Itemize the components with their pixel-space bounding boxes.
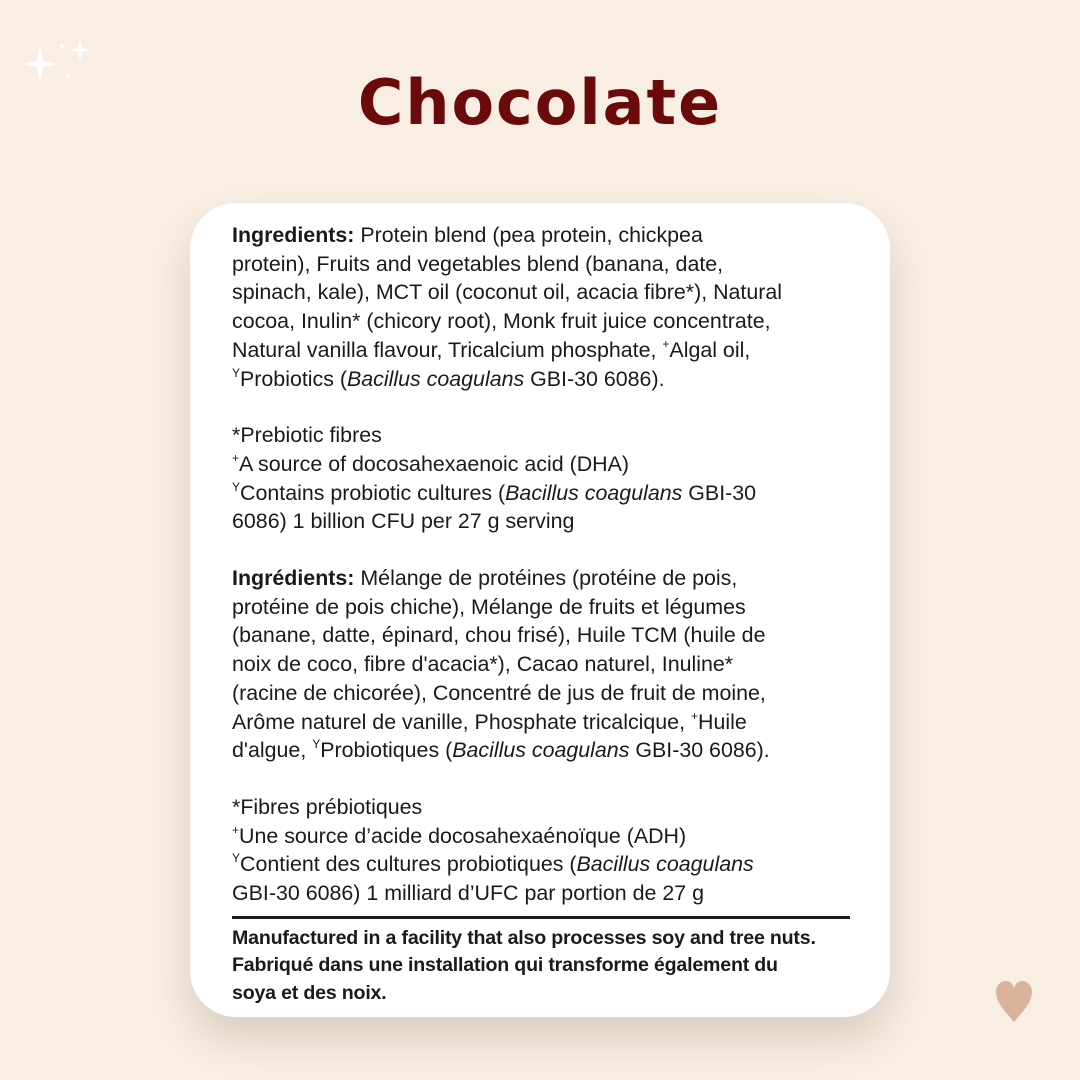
french-ingredients: Ingrédients: Mélange de protéines (protéine de pois, protéine de pois chiche), Mélange de fruits et légumes (banane, datte, épinard, chou frisé), Huile TCM (huile de noix de coco, fibre d'acacia*), Cacao naturel, Inuline* (racine de chicorée), Concentré de jus de fruit de moine, Arôme naturel de vanille, Phosphate tricalcique, +Huile d'algue, $^Y$Probiotiques (Bacillus coagulans GBI-30 6086). bbox=[232, 566, 770, 763]
ingredients-label-card bbox=[190, 203, 890, 1017]
ingredients-heading-en: Ingredients: bbox=[232, 223, 355, 247]
divider bbox=[232, 916, 850, 919]
algal-oil-mark: + bbox=[662, 336, 670, 351]
french-footnotes: *Fibres prébiotiques +Une source d’acide docosahexaénoïque (ADH) $^Y$Contient des cultures probiotiques (Bacillus coagulans GBI-30 6086) 1 milliard d’UFC par portion de 27 g bbox=[232, 794, 754, 906]
probiotic-mark: Y bbox=[232, 365, 241, 380]
page-title: Chocolate bbox=[357, 66, 723, 139]
ingredients-label bbox=[232, 221, 850, 1008]
english-ingredients: Ingredients: Protein blend (pea protein, chickpea protein), Fruits and vegetables blend (banana, date, spinach, kale), MCT oil (coconut oil, acacia fibre*), Natural cocoa, Inulin* (chicory root), Monk fruit juice concentrate, Natural vanilla flavour, Tricalcium phosphate, +Algal oil, $^Y$Probiotics (Bacillus coagulans GBI-30 6086). bbox=[232, 223, 783, 391]
heart-icon bbox=[994, 980, 1034, 1024]
ingredients-heading-fr: Ingrédients: bbox=[232, 566, 355, 591]
english-footnotes: *Prebiotic fibres +A source of docosahexaenoic acid (DHA) $^Y$Contains probiotic cultures (Bacillus coagulans GBI-30 6086) 1 billion CFU per 27 g serving bbox=[232, 423, 757, 534]
allergen-warning: Manufactured in a facility that also processes soy and tree nuts. Fabriqué dans une installation qui transforme également du soya et des noix. bbox=[232, 926, 816, 1005]
